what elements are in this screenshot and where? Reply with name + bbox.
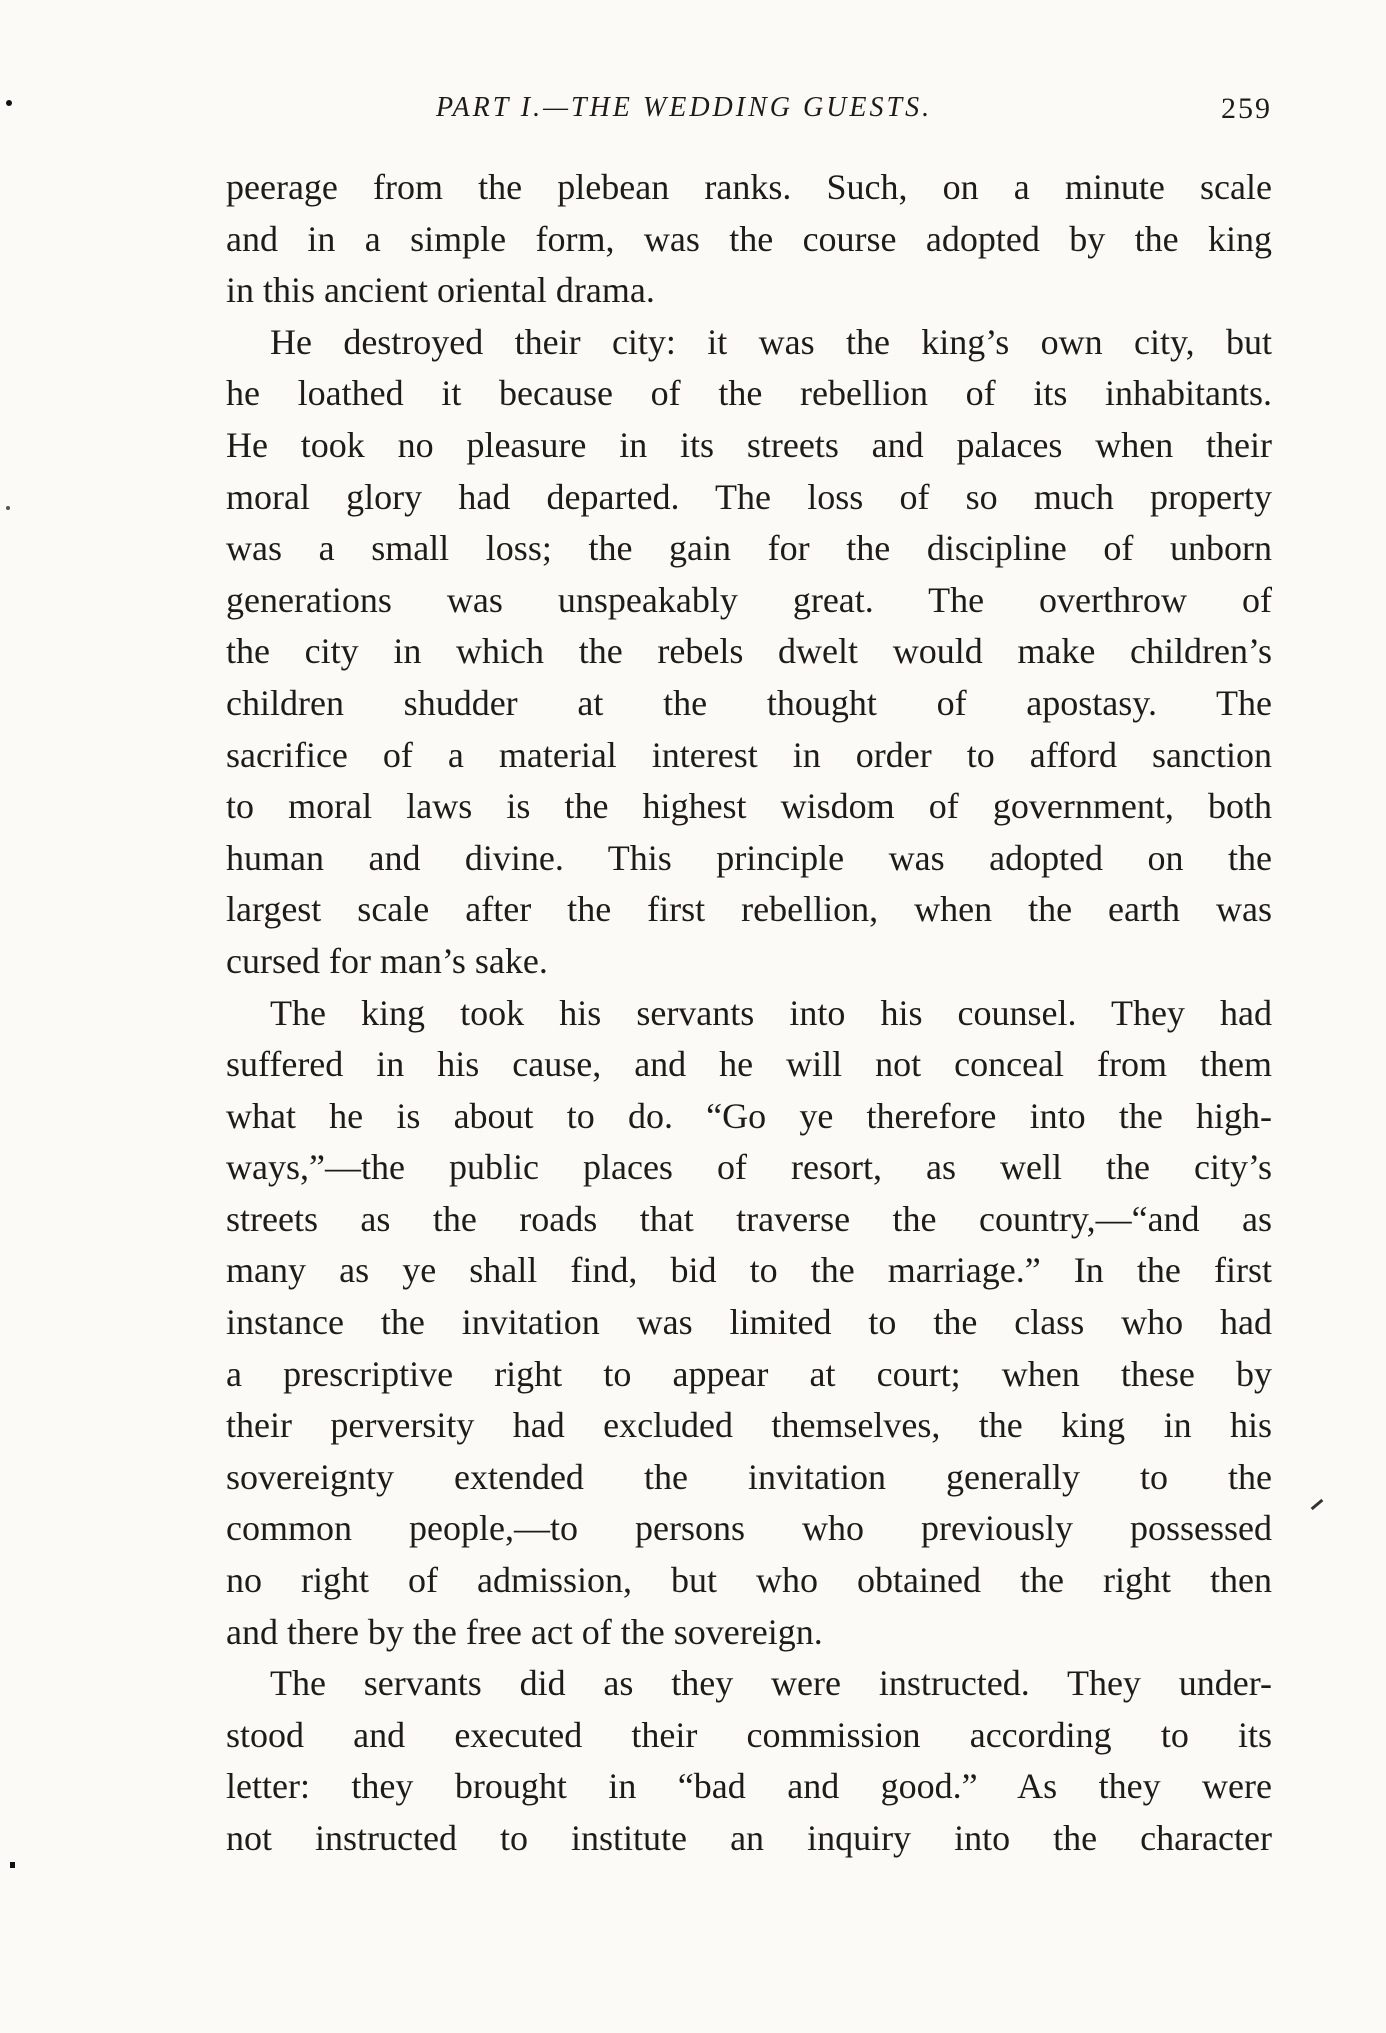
text-line: letter: they brought in “bad and good.” As they were [226, 1766, 1272, 1807]
text-line: and in a simple form, was the course adopted by the king [226, 218, 1272, 259]
text-line: stood and executed their commission according to its [226, 1714, 1272, 1755]
scan-speck [6, 100, 12, 106]
text-line: not instructed to institute an inquiry into the character [226, 1818, 1272, 1858]
text-line: sovereignty extended the invitation generally to the [226, 1456, 1272, 1497]
text-line: cursed for man’s sake. [226, 940, 548, 981]
text-line: he loathed it because of the rebellion of its inhabitants. [226, 373, 1272, 414]
text-line: in this ancient oriental drama. [226, 270, 655, 311]
text-line: ways,”—the public places of resort, as well the city’s [226, 1147, 1272, 1188]
text-line: suffered in his cause, and he will not conceal from them [226, 1044, 1272, 1085]
running-head [226, 92, 1272, 136]
paragraph-4 [226, 1658, 1272, 1864]
text-line: many as ye shall find, bid to the marriage.” In the first [226, 1250, 1272, 1291]
text-line: children shudder at the thought of apostasy. The [226, 682, 1272, 723]
scan-speck [10, 1862, 15, 1868]
text-line: was a small loss; the gain for the discipline of unborn [226, 528, 1272, 569]
paragraph-2 [226, 317, 1272, 988]
text-line: He destroyed their city: it was the king’s own city, but [270, 321, 1272, 362]
pencil-tick-mark [1311, 1499, 1324, 1510]
text-line: streets as the roads that traverse the country,—“and as [226, 1198, 1272, 1239]
running-title: PART I.—THE WEDDING GUESTS. [436, 92, 933, 123]
text-line: their perversity had excluded themselves, the king in his [226, 1405, 1272, 1446]
text-line: what he is about to do. “Go ye therefore into the high- [226, 1095, 1272, 1136]
body-text [226, 162, 1272, 1865]
scan-speck [6, 506, 10, 510]
paragraph-1 [226, 162, 1272, 317]
text-line: sacrifice of a material interest in order to afford sanction [226, 734, 1272, 775]
text-line: generations was unspeakably great. The overthrow of [226, 579, 1272, 620]
text-line: human and divine. This principle was adopted on the [226, 837, 1272, 878]
text-line: instance the invitation was limited to the class who had [226, 1302, 1272, 1343]
text-line: no right of admission, but who obtained the right then [226, 1560, 1272, 1601]
text-line: moral glory had departed. The loss of so much property [226, 476, 1272, 517]
text-line: to moral laws is the highest wisdom of government, both [226, 786, 1272, 827]
paragraph-3 [226, 988, 1272, 1659]
text-line: a prescriptive right to appear at court; when these by [226, 1353, 1272, 1394]
text-line: and there by the free act of the sovereign. [226, 1611, 823, 1652]
text-line: The king took his servants into his counsel. They had [270, 992, 1272, 1033]
text-line: The servants did as they were instructed. They under- [270, 1663, 1272, 1704]
text-line: He took no pleasure in its streets and palaces when their [226, 424, 1272, 465]
page-number: 259 [1221, 92, 1272, 125]
text-line: the city in which the rebels dwelt would make children’s [226, 631, 1272, 672]
text-line: largest scale after the first rebellion, when the earth was [226, 889, 1272, 930]
text-line: peerage from the plebean ranks. Such, on a minute scale [226, 167, 1272, 207]
text-line: common people,—to persons who previously possessed [226, 1508, 1272, 1549]
